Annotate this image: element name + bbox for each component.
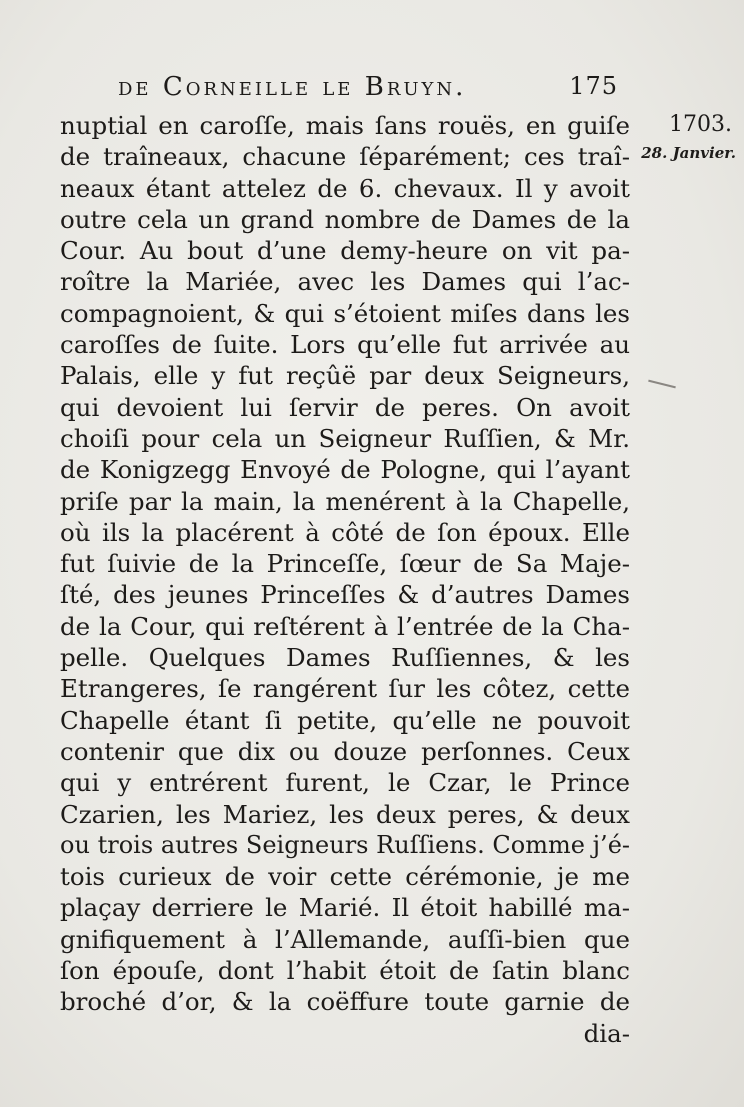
text-line: gnifiquement à l’Allemande, auſſi-bien que: [60, 924, 630, 954]
text-line: qui y entrérent furent, le Czar, le Prince: [60, 768, 630, 798]
text-line: ſon épouſe, dont l’habit étoit de ſatin blanc: [60, 956, 630, 986]
text-line: roître la Mariée, avec les Dames qui l’ac-: [60, 267, 630, 297]
running-head-title: de Corneille le Bruyn.: [118, 72, 467, 102]
text-line: Palais, elle y fut reçûë par deux Seigneurs,: [60, 361, 630, 391]
text-line: outre cela un grand nombre de Dames de la: [60, 204, 630, 234]
margin-tick-mark: [648, 380, 676, 389]
text-line: pelle. Quelques Dames Ruſſiennes, & les: [60, 643, 630, 673]
text-line: de la Cour, qui reſtérent à l’entrée de la Cha-: [60, 611, 630, 641]
text-line: de traîneaux, chacune ſéparément; ces traî-: [60, 142, 630, 172]
text-line: ſté, des jeunes Princeſſes & d’autres Dames: [60, 580, 630, 610]
text-line: fut ſuivie de la Princeſſe, ſœur de Sa Maje-: [60, 549, 630, 579]
page-number: 175: [569, 72, 618, 100]
text-line: ou trois autres Seigneurs Ruſſiens. Comme j’é-: [60, 830, 630, 859]
running-head: [118, 68, 618, 108]
text-line: caroſſes de ſuite. Lors qu’elle fut arrivée au: [60, 330, 630, 360]
text-line: priſe par la main, la menérent à la Chapelle,: [60, 486, 630, 516]
text-line: Czarien, les Mariez, les deux peres, & deux: [60, 799, 630, 829]
text-line: tois curieux de voir cette cérémonie, je me: [60, 862, 630, 892]
text-line: broché d’or, & la coëffure toute garnie de: [60, 987, 630, 1017]
text-line: Cour. Au bout d’une demy-heure on vit pa-: [60, 236, 630, 266]
text-line: Etrangeres, ſe rangérent ſur les côtez, cette: [60, 674, 630, 704]
text-line: où ils la placérent à côté de ſon époux. Elle: [60, 517, 630, 547]
margin-date: 28. Janvier.: [641, 144, 736, 162]
body-text: [60, 110, 630, 1049]
text-line: nuptial en caroſſe, mais ſans rouës, en guiſe: [60, 111, 630, 140]
margin-year: 1703.: [669, 112, 732, 137]
text-line: plaçay derriere le Marié. Il étoit habillé ma-: [60, 893, 630, 923]
text-line: compagnoient, & qui s’étoient miſes dans les: [60, 298, 630, 328]
text-line: neaux étant attelez de 6. chevaux. Il y avoit: [60, 173, 630, 203]
text-line: de Konigzegg Envoyé de Pologne, qui l’ayant: [60, 455, 630, 485]
text-line: Chapelle étant ſi petite, qu’elle ne pouvoit: [60, 705, 630, 735]
text-line: qui devoient lui ſervir de peres. On avoit: [60, 392, 630, 422]
text-line: contenir que dix ou douze perſonnes. Ceux: [60, 736, 630, 766]
text-line: choiſi pour cela un Seigneur Ruſſien, & Mr.: [60, 423, 630, 453]
catchword: dia-: [583, 1018, 630, 1048]
